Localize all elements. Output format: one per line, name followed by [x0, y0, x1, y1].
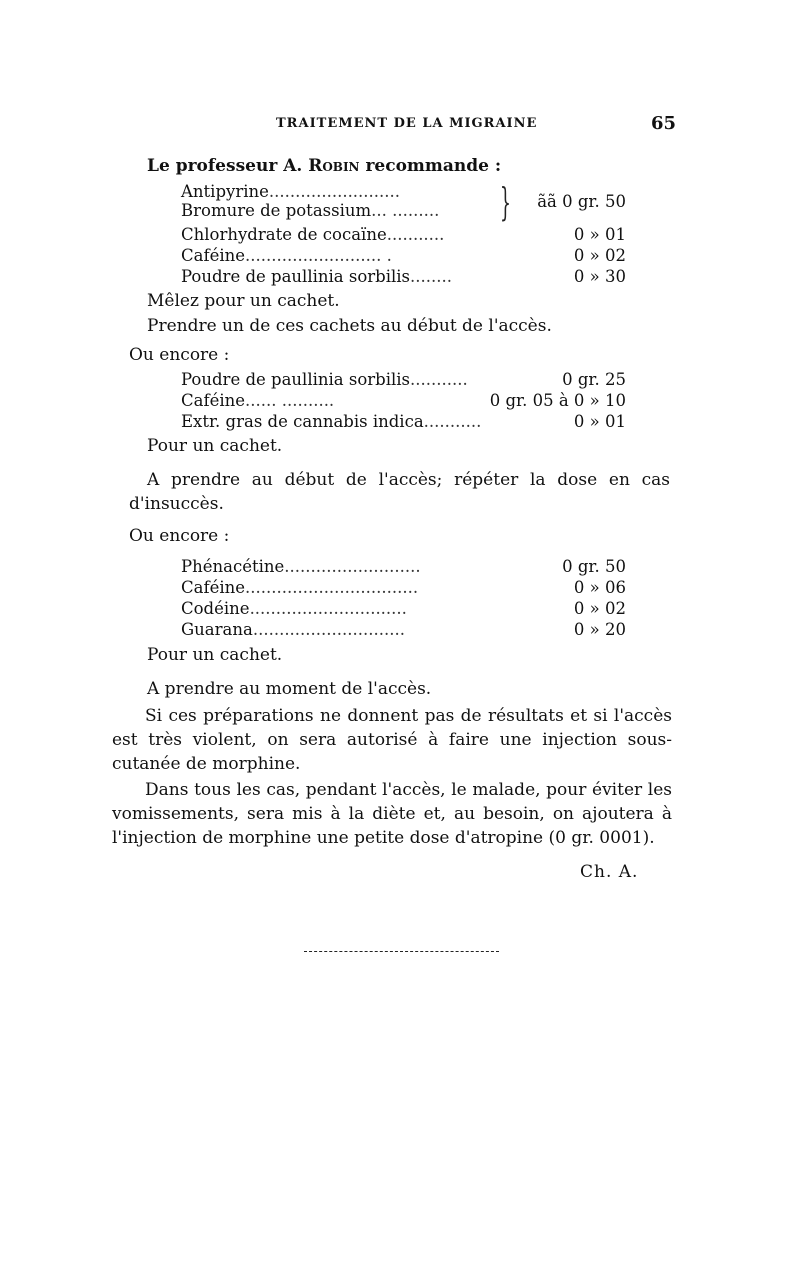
formula3-usage: A prendre au moment de l'accès.: [147, 679, 432, 699]
or-again-2: Ou encore :: [129, 526, 230, 546]
item-quantity: 0 » 02: [573, 246, 626, 265]
item-name: Antipyrine: [181, 182, 269, 201]
item-name: Bromure de potassium: [181, 201, 372, 220]
item-quantity: 0 gr. 05 à 0 » 10: [489, 391, 626, 410]
item-name: Poudre de paullinia sorbilis: [181, 370, 411, 389]
end-rule: [304, 951, 499, 952]
item-name: Caféine: [181, 578, 246, 597]
signature: Ch. A.: [580, 862, 639, 882]
running-title: TRAITEMENT DE LA MIGRAINE: [276, 116, 538, 131]
author-name: Robin: [308, 156, 360, 176]
item-quantity: 0 gr. 50: [562, 557, 626, 576]
item-quantity: 0 gr. 25: [562, 370, 626, 389]
item-quantity: 0 » 01: [573, 412, 626, 431]
item-quantity: 0 » 30: [573, 267, 626, 286]
item-quantity: 0 » 02: [573, 599, 626, 618]
intro-prefix: Le professeur A.: [147, 156, 309, 176]
shared-quantity: ãã 0 gr. 50: [537, 192, 626, 211]
item-name: Guarana: [181, 620, 253, 639]
item-name: Extr. gras de cannabis indica: [181, 412, 424, 431]
page-header: [0, 113, 800, 138]
brace-glyph: }: [500, 180, 511, 224]
item-name: Chlorhydrate de cocaïne: [181, 225, 387, 244]
item-quantity: 0 » 06: [573, 578, 626, 597]
paragraph-injection: Si ces préparations ne donnent pas de résultats et si l'accès est très violent, on sera autorisé à faire une injection sous-cutanée de morphine.: [112, 706, 672, 774]
item-name: Phénacétine: [181, 557, 285, 576]
item-quantity: 0 » 01: [573, 225, 626, 244]
item-quantity: 0 » 20: [573, 620, 626, 639]
formula2-instruction: Pour un cachet.: [147, 436, 283, 456]
item-name: Caféine: [181, 246, 246, 265]
item-name: Codéine: [181, 599, 250, 618]
intro-suffix: recommande :: [359, 156, 502, 176]
item-name: Caféine: [181, 391, 246, 410]
book-page: TRAITEMENT DE LA MIGRAINE 65 Le professeur A. Robin recommande : Antipyrine......................... Bromure de potassium... ......... } ãã 0 gr. 50 Chlorhydrate de cocaïne........... 0 » 01 Caféine.......................... . 0 » 02 Poudre de paullinia sorbilis........ 0 » 30 Mêlez pour un cachet. Prendre un de ces cachets au début de l'accès. Ou encore : Poudre de paullinia sorbilis........... 0 gr. 25 Caféine...... .......... 0 gr. 05 à 0 » 10 Extr. gras de cannabis indica........... 0 » 01 Pour un cachet. A prendre au début de l'accès; répéter la dose en cas d'insuccès. Ou encore : Phénacétine.......................... 0 gr. 50 Caféine................................. 0 » 06 Codéine.............................. 0 » 02 Guarana............................. 0 » 20 Pour un cachet. A prendre au moment de l'accès. Si ces préparations ne donnent pas de résultats et si l'accès est très violent, on sera autorisé à faire une injection sous-cutanée de morphine. Dans tous les cas, pendant l'accès, le malade, pour éviter les vomissements, sera mis à la diète et, au besoin, on ajoutera à l'injection de morphine une petite dose d'atropine (0 gr. 0001). Ch. A.: [0, 0, 800, 1262]
intro-line: [147, 156, 501, 176]
formula3-instruction: Pour un cachet.: [147, 645, 283, 665]
or-again-1: Ou encore :: [129, 345, 230, 365]
formula2-usage: A prendre au début de l'accès; répéter la dose en cas d'insuccès.: [129, 470, 670, 514]
paragraph-vomiting: Dans tous les cas, pendant l'accès, le malade, pour éviter les vomissements, sera mis à la diète et, au besoin, on ajoutera à l'injection de morphine une petite dose d'atropine (0 gr. 0001).: [112, 780, 672, 848]
formula1-usage: Prendre un de ces cachets au début de l'accès.: [147, 316, 552, 336]
item-name: Poudre de paullinia sorbilis: [181, 267, 411, 286]
page-number: 65: [651, 113, 677, 134]
formula1-mix-instruction: Mêlez pour un cachet.: [147, 291, 340, 311]
